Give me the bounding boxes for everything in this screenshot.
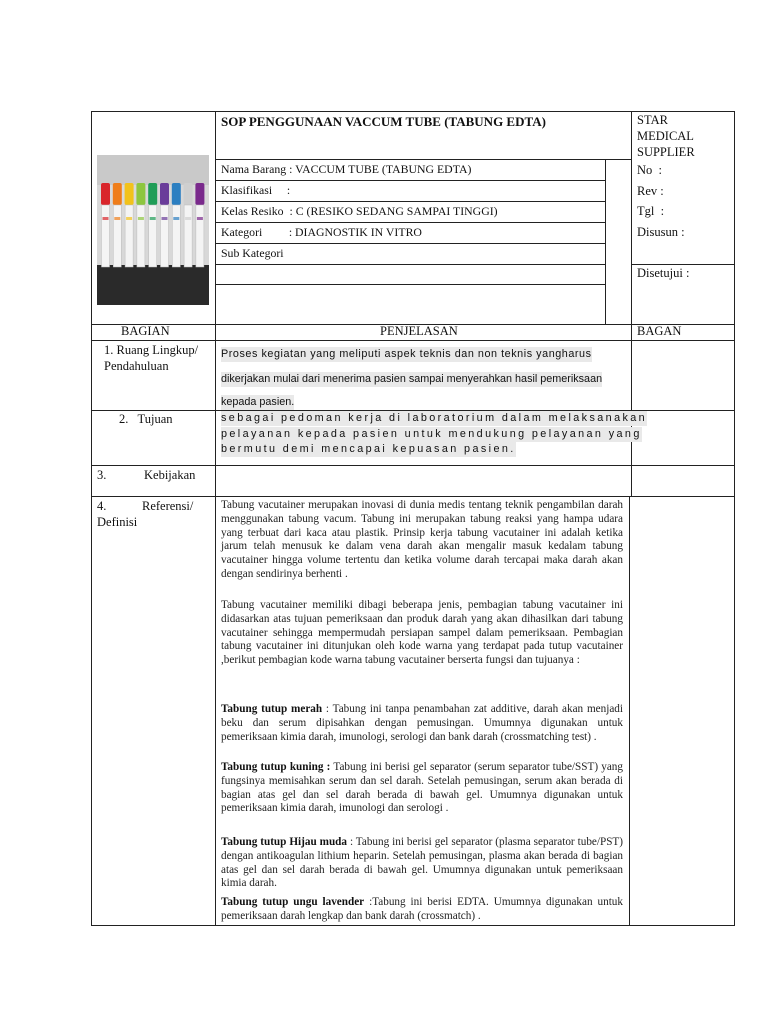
company-name-line1: STAR [637,113,668,127]
tube-label-stripe [114,217,120,220]
row4-number: 4. [97,499,107,513]
tube-body [113,205,121,267]
kelas-resiko: Kelas Resiko : C (RESIKO SEDANG SAMPAI TINGGI) [221,204,498,218]
row1-label-line1: 1. Ruang Lingkup/ [104,343,199,357]
doc-disetujui: Disetujui : [637,266,690,280]
document-title: SOP PENGGUNAAN VACCUM TUBE (TABUNG EDTA) [221,114,546,129]
tube-cap [172,183,181,205]
tube-label-stripe [197,217,203,220]
tube-body [172,205,180,267]
doc-no: No : [637,163,662,177]
sub-kategori: Sub Kategori [221,246,284,260]
row2-text-line1: sebagai pedoman kerja di laboratorium dalam melaksanakan [221,412,648,424]
vacuum-tubes-photo [97,155,209,305]
company-name-line2: MEDICAL [637,129,694,143]
column-bagan: BAGAN [637,324,682,338]
row3-label: Kebijakan [144,468,196,482]
tube-yellow-desc [221,761,623,816]
tube-cap [136,183,145,205]
row4-label-line1: Referensi/ [142,499,194,513]
tube-green-desc [221,836,623,891]
row1-text-line2: dikerjakan mulai dari menerima pasien sampai menyerahkan hasil pemeriksaan [221,373,603,385]
tube-yellow-text: Tabung ini berisi gel separator (serum separator tube/SST) yang fungsinya memisahkan serum dan sel darah. Setelah pemusingan, serum akan berada di bagian atas gel dan sel darah berada di bawah gel. Umumnya digunakan untuk pemeriksaan kimia darah, imunologi dan serologi . [221,761,623,815]
doc-tgl: Tgl : [637,204,665,218]
tube-cap [195,183,204,205]
row3-number: 3. [97,468,107,482]
tube-red-text: : Tabung ini tanpa penambahan zat additive, darah akan menjadi beku dan serum dipisahkan dengan pemusingan. Umumnya digunakan untuk pemeriksaan kimia darah, imunologi, serologi dan bank darah (crossmatching test) . [221,703,623,743]
tube-red-desc [221,703,623,744]
klasifikasi: Klasifikasi : [221,183,291,197]
tube-green-text: : Tabung ini berisi gel separator (plasma separator tube/PST) dengan antikoagulan lithium heparin. Setelah pemusingan, plasma akan berada di bagian atas gel dan sel darah berada di bawah gel. Umumnya digunakan untuk pemeriksaan kimia darah. [221,836,623,890]
definition-paragraph-2: Tabung vacutainer memiliki dibagi beberapa jenis, pembagian tabung vacutainer ini didasarkan atas tujuan pemeriksaan dan produk darah yang akan dihasilkan dari tabung vacutainer sehingga mempermudah persiapan sampel dalam pemeriksaan. Pembagian tabung vacutainer ini ditunjukan oleh kode warna yang terdapat pada tutup vacutainer ,berikut pembagian kode warna tabung vacutainer berserta fungsi dan tujuanya : [221,599,623,667]
row1-text-line3: kepada pasien. [221,396,295,408]
tube-label-stripe [185,217,191,220]
tube-red-title: Tabung tutup merah [221,703,323,715]
doc-rev: Rev : [637,184,664,198]
tube-cap [101,183,110,205]
row2-label: 2. Tujuan [119,412,173,426]
tube-body [125,205,133,267]
row1-text-line1: Proses kegiatan yang meliputi aspek teknis dan non teknis yangharus [221,348,592,360]
tube-cap [125,183,134,205]
tube-body [196,205,204,267]
column-penjelasan: PENJELASAN [380,324,458,338]
tube-label-stripe [173,217,179,220]
company-name-line3: SUPPLIER [637,145,695,159]
tube-body [102,205,110,267]
kategori: Kategori : DIAGNOSTIK IN VITRO [221,225,422,239]
row2-text-line2: pelayanan kepada pasien untuk mendukung pelayanan yang [221,428,642,440]
tube-body [184,205,192,267]
tube-label-stripe [138,217,144,220]
row2-text-line3: bermutu demi mencapai kepuasan pasien. [221,443,516,455]
tube-cap [184,183,193,205]
row1-label-line2: Pendahuluan [104,359,169,373]
tube-lavender-text: :Tabung ini berisi EDTA. Umumnya digunakan untuk pemeriksaan darah lengkap dan bank darah (crossmatch) . [221,896,623,922]
tube-label-stripe [162,217,168,220]
tube-lavender-title: Tabung tutup ungu lavender [221,896,365,908]
tube-cap [160,183,169,205]
tube-label-stripe [150,217,156,220]
column-bagian: BAGIAN [121,324,170,338]
tube-yellow-title: Tabung tutup kuning : [221,761,331,773]
tube-body [137,205,145,267]
tube-body [149,205,157,267]
tube-cap [113,183,122,205]
tube-label-stripe [126,217,132,220]
row4-label-line2: Definisi [97,515,138,529]
doc-disusun: Disusun : [637,225,685,239]
nama-barang: Nama Barang : VACCUM TUBE (TABUNG EDTA) [221,162,472,176]
tube-green-title: Tabung tutup Hijau muda [221,836,347,848]
tube-cap [148,183,157,205]
tube-label-stripe [103,217,109,220]
tube-lavender-desc [221,896,623,924]
tube-body [161,205,169,267]
definition-paragraph-1: Tabung vacutainer merupakan inovasi di dunia medis tentang teknik pengambilan darah menggunakan tabung vacum. Tabung ini merupakan tabung reaksi yang hampa udara yang terbuat dari kaca atau plastik. Prinsip kerja tabung vacutainer ini adalah ketika jarum telah menusuk ke dalam vena darah akan mengalir masuk kedalam tabung vacutainer hingga volume tertentu dan ketika volume darah tercapai maka darah akan dengan sendirinya berhenti . [221,499,623,580]
